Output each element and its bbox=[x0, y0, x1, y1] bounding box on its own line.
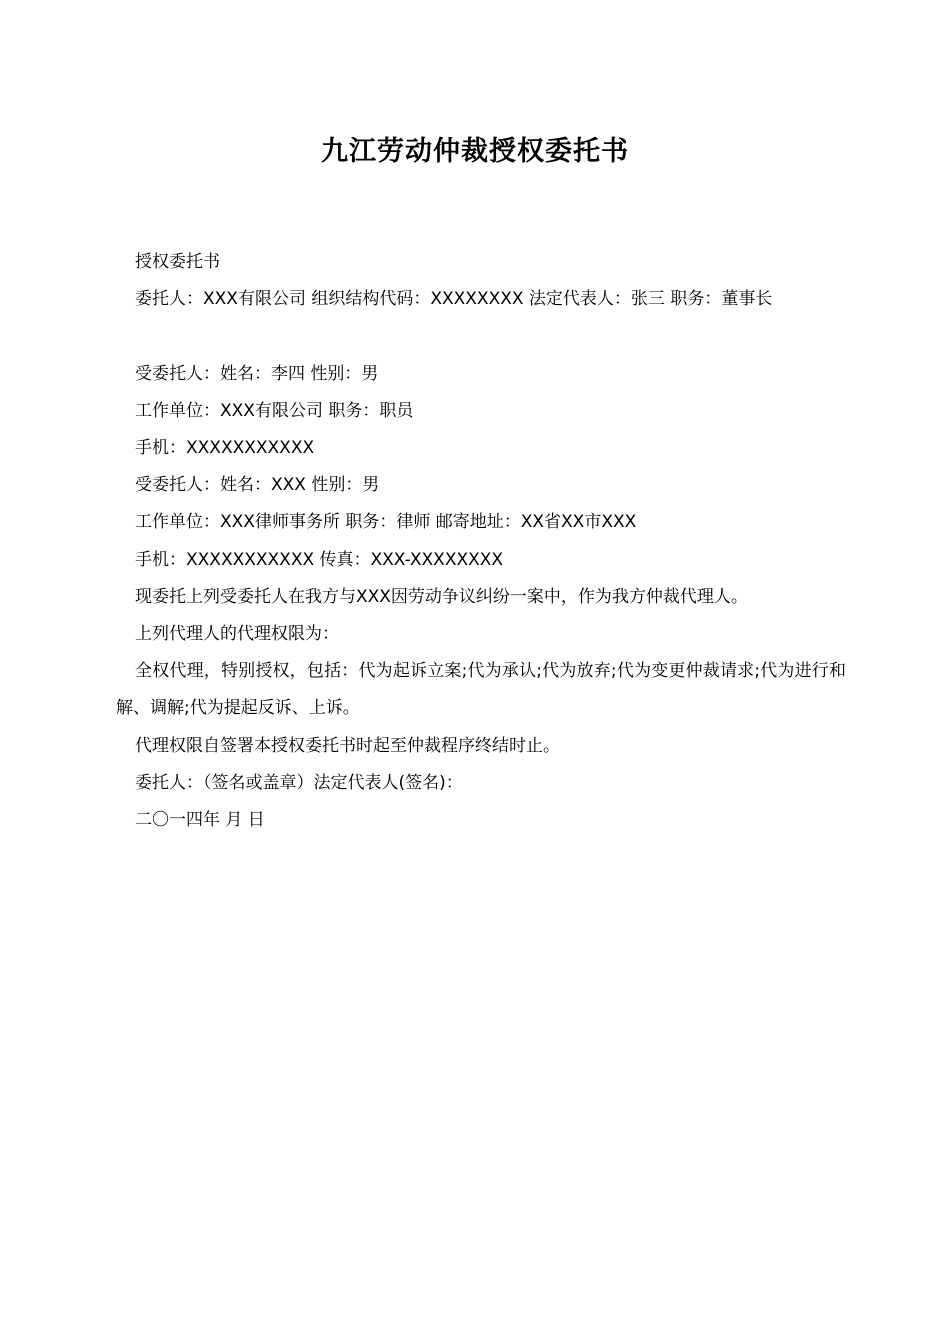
paragraph-agent-2-contact: 手机：XXXXXXXXXXX 传真：XXX-XXXXXXXX bbox=[135, 549, 504, 570]
paragraph-agent-1-employer: 工作单位：XXX有限公司 职务：职员 bbox=[135, 400, 414, 421]
blank-line bbox=[116, 318, 846, 355]
document-title: 九江劳动仲裁授权委托书 bbox=[321, 136, 629, 167]
paragraph-agent-2: 受委托人：姓名：XXX 性别：男 bbox=[135, 475, 380, 496]
paragraph-entrustment: 现委托上列受委托人在我方与XXX因劳动争议纠纷一案中，作为我方仲裁代理人。 bbox=[135, 586, 748, 607]
paragraph-agent-2-employer: 工作单位：XXX律师事务所 职务：律师 邮寄地址：XX省XX市XXX bbox=[135, 512, 637, 533]
paragraph-date: 二〇一四年 月 日 bbox=[135, 810, 265, 831]
paragraph-agent-1-phone: 手机：XXXXXXXXXXX bbox=[135, 438, 315, 458]
document-body bbox=[116, 244, 846, 839]
paragraph-principal: 委托人：XXX有限公司 组织结构代码：XXXXXXXX 法定代表人：张三 职务：董事长 bbox=[135, 289, 773, 310]
paragraph-authority-intro: 上列代理人的代理权限为： bbox=[135, 624, 339, 645]
paragraph-agent-1: 受委托人：姓名：李四 性别：男 bbox=[135, 363, 379, 384]
paragraph-authority-period: 代理权限自签署本授权委托书时起至仲裁程序终结时止。 bbox=[135, 735, 560, 756]
paragraph-heading: 授权委托书 bbox=[135, 252, 220, 272]
paragraph-authority-scope: 全权代理，特别授权，包括：代为起诉立案;代为承认;代为放弃;代为变更仲裁请求;代为进行和解、调解;代为提起反诉、上诉。 bbox=[116, 661, 846, 719]
paragraph-signature: 委托人：（签名或盖章）法定代表人(签名)： bbox=[135, 772, 463, 793]
